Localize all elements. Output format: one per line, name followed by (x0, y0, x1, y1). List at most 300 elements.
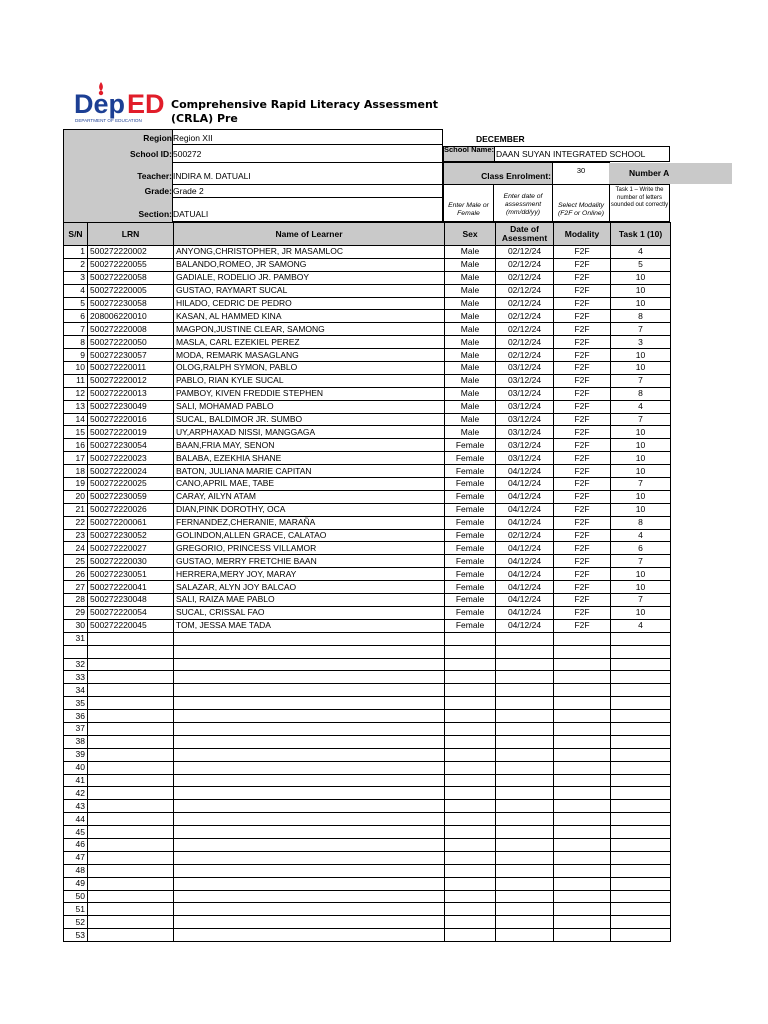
date-cell[interactable]: 03/12/24 (496, 400, 554, 413)
modality-cell[interactable]: F2F (554, 336, 611, 349)
sn-cell[interactable]: 25 (64, 555, 88, 568)
modality-cell[interactable]: F2F (554, 555, 611, 568)
sex-cell[interactable]: Female (445, 542, 496, 555)
name-cell[interactable]: GUSTAO, MERRY FRETCHIE BAAN (174, 555, 445, 568)
empty-cell[interactable] (445, 645, 496, 658)
score-cell[interactable]: 6 (611, 542, 671, 555)
empty-cell[interactable] (174, 684, 445, 697)
sn-cell[interactable]: 16 (64, 439, 88, 452)
score-cell[interactable]: 7 (611, 555, 671, 568)
empty-cell[interactable] (496, 761, 554, 774)
date-cell[interactable]: 02/12/24 (496, 271, 554, 284)
empty-cell[interactable] (174, 826, 445, 839)
empty-cell[interactable] (174, 813, 445, 826)
sn-cell[interactable]: 13 (64, 400, 88, 413)
empty-cell[interactable] (445, 735, 496, 748)
name-cell[interactable]: CANO,APRIL MAE, TABE (174, 478, 445, 491)
empty-cell[interactable] (554, 916, 611, 929)
modality-cell[interactable]: F2F (554, 452, 611, 465)
sn-cell[interactable]: 30 (64, 619, 88, 632)
modality-cell[interactable]: F2F (554, 297, 611, 310)
sn-cell[interactable]: 15 (64, 426, 88, 439)
empty-cell[interactable] (174, 632, 445, 645)
empty-cell[interactable] (445, 851, 496, 864)
sn-cell[interactable]: 5 (64, 297, 88, 310)
date-cell[interactable]: 03/12/24 (496, 426, 554, 439)
date-cell[interactable]: 03/12/24 (496, 374, 554, 387)
modality-cell[interactable]: F2F (554, 439, 611, 452)
empty-cell[interactable] (554, 658, 611, 671)
score-cell[interactable]: 7 (611, 374, 671, 387)
lrn-cell[interactable]: 500272230049 (88, 400, 174, 413)
empty-cell[interactable] (174, 671, 445, 684)
empty-cell[interactable] (496, 774, 554, 787)
empty-cell[interactable] (554, 864, 611, 877)
empty-cell[interactable] (611, 735, 671, 748)
empty-cell[interactable] (554, 787, 611, 800)
score-cell[interactable]: 10 (611, 297, 671, 310)
sex-cell[interactable]: Male (445, 426, 496, 439)
empty-cell[interactable] (554, 929, 611, 942)
lrn-cell[interactable]: 500272230057 (88, 349, 174, 362)
lrn-cell[interactable]: 500272230058 (88, 297, 174, 310)
name-cell[interactable]: SUCAL, CRISSAL FAO (174, 606, 445, 619)
empty-cell[interactable] (445, 877, 496, 890)
empty-cell[interactable] (611, 864, 671, 877)
sex-cell[interactable]: Male (445, 387, 496, 400)
empty-cell[interactable] (496, 877, 554, 890)
modality-cell[interactable]: F2F (554, 284, 611, 297)
empty-cell[interactable] (554, 890, 611, 903)
empty-cell[interactable] (496, 697, 554, 710)
sn-cell[interactable]: 3 (64, 271, 88, 284)
empty-cell[interactable] (445, 916, 496, 929)
sn-cell[interactable]: 4 (64, 284, 88, 297)
modality-cell[interactable]: F2F (554, 349, 611, 362)
lrn-cell[interactable]: 500272220008 (88, 323, 174, 336)
empty-cell[interactable] (496, 710, 554, 723)
name-cell[interactable]: GREGORIO, PRINCESS VILLAMOR (174, 542, 445, 555)
empty-cell[interactable] (174, 722, 445, 735)
empty-cell[interactable] (174, 864, 445, 877)
empty-cell[interactable] (611, 838, 671, 851)
lrn-cell[interactable]: 500272230051 (88, 568, 174, 581)
empty-cell[interactable] (611, 722, 671, 735)
empty-cell[interactable] (174, 774, 445, 787)
sex-cell[interactable]: Female (445, 594, 496, 607)
lrn-cell[interactable]: 500272220045 (88, 619, 174, 632)
sex-cell[interactable]: Female (445, 503, 496, 516)
empty-cell[interactable] (445, 710, 496, 723)
sex-cell[interactable]: Male (445, 323, 496, 336)
empty-cell[interactable] (496, 929, 554, 942)
empty-cell[interactable] (88, 826, 174, 839)
modality-cell[interactable]: F2F (554, 606, 611, 619)
date-cell[interactable]: 04/12/24 (496, 555, 554, 568)
score-cell[interactable]: 7 (611, 413, 671, 426)
sn-cell[interactable]: 11 (64, 374, 88, 387)
modality-cell[interactable]: F2F (554, 619, 611, 632)
empty-cell[interactable] (496, 890, 554, 903)
name-cell[interactable]: GADIALE, RODELIO JR. PAMBOY (174, 271, 445, 284)
modality-cell[interactable]: F2F (554, 516, 611, 529)
empty-cell[interactable] (174, 761, 445, 774)
score-cell[interactable]: 10 (611, 362, 671, 375)
date-cell[interactable]: 03/12/24 (496, 413, 554, 426)
empty-cell[interactable] (88, 697, 174, 710)
name-cell[interactable]: GOLINDON,ALLEN GRACE, CALATAO (174, 529, 445, 542)
sn-cell[interactable]: 17 (64, 452, 88, 465)
score-cell[interactable]: 10 (611, 349, 671, 362)
score-cell[interactable]: 4 (611, 529, 671, 542)
empty-cell[interactable] (611, 748, 671, 761)
score-cell[interactable]: 10 (611, 606, 671, 619)
empty-cell[interactable] (88, 645, 174, 658)
name-cell[interactable]: DIAN,PINK DOROTHY, OCA (174, 503, 445, 516)
empty-cell[interactable] (174, 903, 445, 916)
sex-cell[interactable]: Female (445, 452, 496, 465)
sex-cell[interactable]: Female (445, 568, 496, 581)
empty-cell[interactable] (445, 761, 496, 774)
empty-cell[interactable] (611, 684, 671, 697)
date-cell[interactable]: 04/12/24 (496, 568, 554, 581)
name-cell[interactable]: BALANDO,ROMEO, JR SAMONG (174, 258, 445, 271)
sex-cell[interactable]: Male (445, 310, 496, 323)
name-cell[interactable]: MASLA, CARL EZEKIEL PEREZ (174, 336, 445, 349)
sn-cell[interactable]: 9 (64, 349, 88, 362)
name-cell[interactable]: MODA, REMARK MASAGLANG (174, 349, 445, 362)
sex-cell[interactable]: Male (445, 258, 496, 271)
score-cell[interactable]: 8 (611, 310, 671, 323)
grade-value-cell[interactable] (172, 184, 443, 198)
modality-cell[interactable]: F2F (554, 413, 611, 426)
empty-cell[interactable] (174, 890, 445, 903)
name-cell[interactable]: SUCAL, BALDIMOR JR. SUMBO (174, 413, 445, 426)
sex-cell[interactable]: Male (445, 246, 496, 259)
score-cell[interactable]: 10 (611, 465, 671, 478)
name-cell[interactable]: CARAY, AILYN ATAM (174, 490, 445, 503)
empty-cell[interactable] (445, 671, 496, 684)
name-cell[interactable]: PAMBOY, KIVEN FREDDIE STEPHEN (174, 387, 445, 400)
empty-cell[interactable] (496, 903, 554, 916)
empty-cell[interactable] (88, 890, 174, 903)
date-cell[interactable]: 04/12/24 (496, 478, 554, 491)
empty-cell[interactable] (554, 774, 611, 787)
modality-cell[interactable]: F2F (554, 246, 611, 259)
modality-cell[interactable]: F2F (554, 271, 611, 284)
date-cell[interactable]: 03/12/24 (496, 362, 554, 375)
empty-cell[interactable] (174, 929, 445, 942)
empty-cell[interactable] (496, 735, 554, 748)
empty-cell[interactable] (174, 658, 445, 671)
sex-cell[interactable]: Male (445, 349, 496, 362)
empty-cell[interactable] (611, 787, 671, 800)
lrn-cell[interactable]: 500272220026 (88, 503, 174, 516)
empty-cell[interactable] (174, 877, 445, 890)
modality-cell[interactable]: F2F (554, 258, 611, 271)
lrn-cell[interactable]: 500272220030 (88, 555, 174, 568)
name-cell[interactable]: OLOG,RALPH SYMON, PABLO (174, 362, 445, 375)
sex-cell[interactable]: Female (445, 619, 496, 632)
empty-cell[interactable] (496, 864, 554, 877)
lrn-cell[interactable]: 500272220005 (88, 284, 174, 297)
name-cell[interactable]: TOM, JESSA MAE TADA (174, 619, 445, 632)
name-cell[interactable]: HILADO, CEDRIC DE PEDRO (174, 297, 445, 310)
name-cell[interactable]: BATON, JULIANA MARIE CAPITAN (174, 465, 445, 478)
empty-cell[interactable] (88, 851, 174, 864)
modality-cell[interactable]: F2F (554, 362, 611, 375)
empty-cell[interactable] (496, 748, 554, 761)
date-cell[interactable]: 03/12/24 (496, 439, 554, 452)
empty-cell[interactable] (174, 735, 445, 748)
sex-cell[interactable]: Female (445, 581, 496, 594)
sn-cell[interactable]: 28 (64, 594, 88, 607)
date-cell[interactable]: 04/12/24 (496, 503, 554, 516)
empty-cell[interactable] (611, 774, 671, 787)
empty-cell[interactable] (174, 645, 445, 658)
empty-cell[interactable] (445, 813, 496, 826)
lrn-cell[interactable]: 500272220016 (88, 413, 174, 426)
name-cell[interactable]: ANYONG,CHRISTOPHER, JR MASAMLOC (174, 246, 445, 259)
empty-cell[interactable] (88, 864, 174, 877)
sex-cell[interactable]: Male (445, 413, 496, 426)
date-cell[interactable]: 04/12/24 (496, 594, 554, 607)
sex-cell[interactable]: Female (445, 555, 496, 568)
empty-cell[interactable] (554, 735, 611, 748)
sn-cell[interactable]: 18 (64, 465, 88, 478)
empty-cell[interactable] (496, 671, 554, 684)
sn-cell[interactable]: 14 (64, 413, 88, 426)
modality-cell[interactable]: F2F (554, 542, 611, 555)
score-cell[interactable]: 7 (611, 478, 671, 491)
date-cell[interactable]: 02/12/24 (496, 246, 554, 259)
sn-cell[interactable]: 24 (64, 542, 88, 555)
sn-cell[interactable]: 7 (64, 323, 88, 336)
empty-cell[interactable] (554, 632, 611, 645)
date-cell[interactable]: 02/12/24 (496, 336, 554, 349)
date-cell[interactable]: 02/12/24 (496, 297, 554, 310)
empty-cell[interactable] (554, 645, 611, 658)
sn-cell[interactable]: 26 (64, 568, 88, 581)
name-cell[interactable]: GUSTAO, RAYMART SUCAL (174, 284, 445, 297)
empty-cell[interactable] (445, 774, 496, 787)
score-cell[interactable]: 10 (611, 284, 671, 297)
score-cell[interactable]: 10 (611, 568, 671, 581)
modality-cell[interactable]: F2F (554, 529, 611, 542)
empty-cell[interactable] (554, 710, 611, 723)
name-cell[interactable]: UY,ARPHAXAD NISSI, MANGGAGA (174, 426, 445, 439)
sn-cell[interactable]: 1 (64, 246, 88, 259)
score-cell[interactable]: 7 (611, 323, 671, 336)
name-cell[interactable]: BALABA, EZEKHIA SHANE (174, 452, 445, 465)
lrn-cell[interactable]: 500272230052 (88, 529, 174, 542)
empty-cell[interactable] (174, 851, 445, 864)
empty-cell[interactable] (554, 748, 611, 761)
sex-cell[interactable]: Male (445, 362, 496, 375)
empty-cell[interactable] (554, 813, 611, 826)
sn-cell[interactable]: 21 (64, 503, 88, 516)
lrn-cell[interactable]: 500272220013 (88, 387, 174, 400)
score-cell[interactable]: 10 (611, 271, 671, 284)
modality-cell[interactable]: F2F (554, 594, 611, 607)
empty-cell[interactable] (496, 838, 554, 851)
sn-cell[interactable]: 19 (64, 478, 88, 491)
empty-cell[interactable] (445, 632, 496, 645)
lrn-cell[interactable]: 500272230059 (88, 490, 174, 503)
modality-cell[interactable]: F2F (554, 400, 611, 413)
date-cell[interactable]: 03/12/24 (496, 387, 554, 400)
modality-cell[interactable]: F2F (554, 374, 611, 387)
sex-cell[interactable]: Male (445, 374, 496, 387)
empty-cell[interactable] (554, 697, 611, 710)
name-cell[interactable]: KASAN, AL HAMMED KINA (174, 310, 445, 323)
empty-cell[interactable] (445, 697, 496, 710)
empty-cell[interactable] (611, 851, 671, 864)
empty-cell[interactable] (496, 916, 554, 929)
empty-cell[interactable] (88, 748, 174, 761)
sex-cell[interactable]: Female (445, 529, 496, 542)
empty-cell[interactable] (611, 877, 671, 890)
empty-cell[interactable] (611, 903, 671, 916)
lrn-cell[interactable]: 500272220054 (88, 606, 174, 619)
empty-cell[interactable] (174, 748, 445, 761)
empty-cell[interactable] (445, 748, 496, 761)
lrn-cell[interactable]: 500272220025 (88, 478, 174, 491)
empty-cell[interactable] (174, 800, 445, 813)
sex-cell[interactable]: Male (445, 336, 496, 349)
lrn-cell[interactable]: 500272220024 (88, 465, 174, 478)
sex-cell[interactable]: Male (445, 284, 496, 297)
lrn-cell[interactable]: 500272220041 (88, 581, 174, 594)
modality-cell[interactable]: F2F (554, 387, 611, 400)
empty-cell[interactable] (496, 813, 554, 826)
empty-cell[interactable] (88, 658, 174, 671)
score-cell[interactable]: 8 (611, 516, 671, 529)
date-cell[interactable]: 03/12/24 (496, 452, 554, 465)
empty-cell[interactable] (445, 890, 496, 903)
score-cell[interactable]: 4 (611, 400, 671, 413)
score-cell[interactable]: 4 (611, 246, 671, 259)
empty-cell[interactable] (554, 684, 611, 697)
score-cell[interactable]: 10 (611, 426, 671, 439)
date-cell[interactable]: 04/12/24 (496, 490, 554, 503)
empty-cell[interactable] (445, 800, 496, 813)
empty-cell[interactable] (611, 813, 671, 826)
empty-cell[interactable] (445, 722, 496, 735)
empty-cell[interactable] (611, 697, 671, 710)
empty-cell[interactable] (88, 710, 174, 723)
modality-cell[interactable]: F2F (554, 568, 611, 581)
empty-cell[interactable] (88, 787, 174, 800)
sex-cell[interactable]: Female (445, 478, 496, 491)
lrn-cell[interactable]: 500272220002 (88, 246, 174, 259)
empty-cell[interactable] (554, 903, 611, 916)
empty-cell[interactable] (496, 684, 554, 697)
sn-cell[interactable]: 22 (64, 516, 88, 529)
empty-cell[interactable] (88, 916, 174, 929)
empty-cell[interactable] (554, 877, 611, 890)
name-cell[interactable]: SALI, MOHAMAD PABLO (174, 400, 445, 413)
name-cell[interactable]: MAGPON,JUSTINE CLEAR, SAMONG (174, 323, 445, 336)
sex-cell[interactable]: Male (445, 400, 496, 413)
lrn-cell[interactable]: 500272220019 (88, 426, 174, 439)
sn-cell[interactable]: 6 (64, 310, 88, 323)
empty-cell[interactable] (445, 658, 496, 671)
sn-cell[interactable]: 8 (64, 336, 88, 349)
sex-cell[interactable]: Female (445, 490, 496, 503)
empty-cell[interactable] (88, 774, 174, 787)
empty-cell[interactable] (445, 864, 496, 877)
sex-cell[interactable]: Female (445, 439, 496, 452)
score-cell[interactable]: 5 (611, 258, 671, 271)
sn-cell[interactable]: 10 (64, 362, 88, 375)
empty-cell[interactable] (554, 826, 611, 839)
empty-cell[interactable] (611, 671, 671, 684)
empty-cell[interactable] (611, 658, 671, 671)
empty-cell[interactable] (611, 710, 671, 723)
empty-cell[interactable] (88, 671, 174, 684)
empty-cell[interactable] (554, 851, 611, 864)
empty-cell[interactable] (445, 787, 496, 800)
empty-cell[interactable] (554, 761, 611, 774)
empty-cell[interactable] (88, 684, 174, 697)
sn-cell[interactable]: 20 (64, 490, 88, 503)
empty-cell[interactable] (611, 800, 671, 813)
sn-cell[interactable]: 27 (64, 581, 88, 594)
modality-cell[interactable]: F2F (554, 426, 611, 439)
date-cell[interactable]: 04/12/24 (496, 542, 554, 555)
date-cell[interactable]: 02/12/24 (496, 310, 554, 323)
lrn-cell[interactable]: 500272220027 (88, 542, 174, 555)
empty-cell[interactable] (445, 826, 496, 839)
name-cell[interactable]: HERRERA,MERY JOY, MARAY (174, 568, 445, 581)
score-cell[interactable]: 10 (611, 490, 671, 503)
empty-cell[interactable] (88, 722, 174, 735)
date-cell[interactable]: 02/12/24 (496, 284, 554, 297)
empty-cell[interactable] (88, 838, 174, 851)
sex-cell[interactable]: Male (445, 271, 496, 284)
empty-cell[interactable] (88, 632, 174, 645)
empty-cell[interactable] (554, 838, 611, 851)
modality-cell[interactable]: F2F (554, 581, 611, 594)
score-cell[interactable]: 3 (611, 336, 671, 349)
date-cell[interactable]: 04/12/24 (496, 619, 554, 632)
modality-cell[interactable]: F2F (554, 465, 611, 478)
empty-cell[interactable] (174, 697, 445, 710)
school-id-value-cell[interactable] (172, 144, 443, 163)
empty-cell[interactable] (445, 684, 496, 697)
sn-cell[interactable]: 2 (64, 258, 88, 271)
empty-cell[interactable] (496, 800, 554, 813)
date-cell[interactable]: 02/12/24 (496, 323, 554, 336)
empty-cell[interactable] (554, 671, 611, 684)
empty-cell[interactable] (174, 838, 445, 851)
lrn-cell[interactable]: 500272220058 (88, 271, 174, 284)
empty-cell[interactable] (496, 851, 554, 864)
name-cell[interactable]: FERNANDEZ,CHERANIE, MARAÑA (174, 516, 445, 529)
date-cell[interactable]: 02/12/24 (496, 529, 554, 542)
lrn-cell[interactable]: 500272220012 (88, 374, 174, 387)
lrn-cell[interactable]: 208006220010 (88, 310, 174, 323)
sex-cell[interactable]: Male (445, 297, 496, 310)
modality-cell[interactable]: F2F (554, 310, 611, 323)
name-cell[interactable]: SALI, RAIZA MAE PABLO (174, 594, 445, 607)
empty-cell[interactable] (88, 800, 174, 813)
name-cell[interactable]: PABLO, RIAN KYLE SUCAL (174, 374, 445, 387)
lrn-cell[interactable]: 500272220055 (88, 258, 174, 271)
modality-cell[interactable]: F2F (554, 503, 611, 516)
empty-cell[interactable] (611, 761, 671, 774)
